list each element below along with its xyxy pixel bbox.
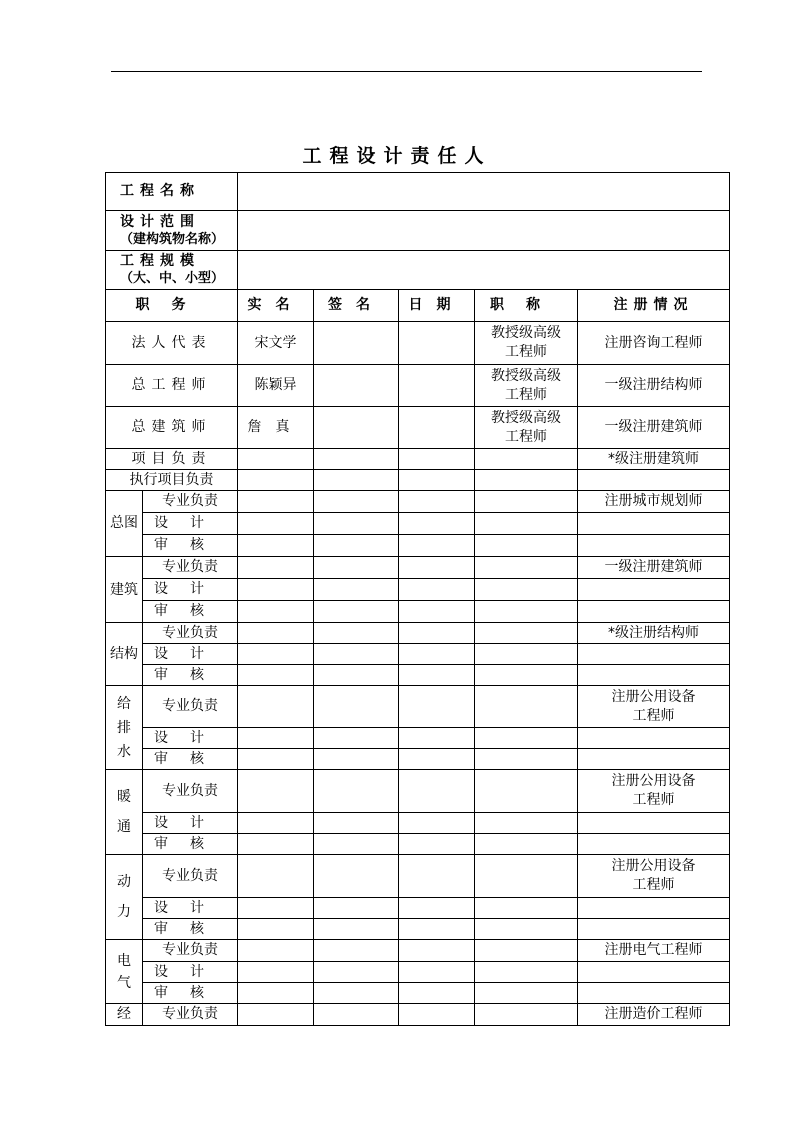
reg-cell: 注册电气工程师 <box>578 940 730 962</box>
sub-role-cell: 审核 <box>143 601 238 623</box>
reg-cell[interactable] <box>578 813 730 834</box>
title-cell[interactable] <box>475 470 578 491</box>
table-row <box>106 898 730 919</box>
title-cell[interactable] <box>475 855 578 898</box>
signature-cell[interactable] <box>314 919 399 940</box>
reg-cell[interactable] <box>578 665 730 686</box>
sub-role-cell: 审核 <box>143 535 238 557</box>
name-cell[interactable] <box>238 813 314 834</box>
table-row <box>106 579 730 601</box>
date-cell[interactable] <box>399 728 475 749</box>
info-row-design-scope <box>106 211 730 251</box>
reg-cell[interactable] <box>578 962 730 983</box>
title-cell: 教授级高级 工程师 <box>475 365 578 407</box>
signature-cell[interactable] <box>314 728 399 749</box>
signature-cell[interactable] <box>314 855 399 898</box>
sub-role-cell: 专业负责 <box>143 940 238 962</box>
role-cell: 法人代表 <box>106 322 238 365</box>
title-cell[interactable] <box>475 449 578 470</box>
signature-cell[interactable] <box>314 535 399 557</box>
title-cell[interactable] <box>475 557 578 579</box>
name-cell: 宋文学 <box>238 322 314 365</box>
sub-role-cell: 设计 <box>143 579 238 601</box>
name-cell[interactable] <box>238 557 314 579</box>
sub-role-cell: 审核 <box>143 749 238 770</box>
table-row <box>106 855 730 898</box>
info-label: 设计范围 （建构筑物名称） <box>106 211 238 251</box>
info-value[interactable] <box>238 251 730 290</box>
sub-role-cell: 专业负责 <box>143 770 238 813</box>
table-row <box>106 365 730 407</box>
reg-cell[interactable] <box>578 535 730 557</box>
sub-role-cell: 专业负责 <box>143 623 238 644</box>
name-cell[interactable] <box>238 749 314 770</box>
reg-cell[interactable] <box>578 919 730 940</box>
title-cell[interactable] <box>475 686 578 728</box>
name-cell[interactable] <box>238 665 314 686</box>
table-row <box>106 983 730 1004</box>
signature-cell[interactable] <box>314 557 399 579</box>
date-cell[interactable] <box>399 749 475 770</box>
name-cell[interactable] <box>238 855 314 898</box>
reg-cell[interactable] <box>578 579 730 601</box>
signature-cell[interactable] <box>314 813 399 834</box>
sub-role-cell: 设计 <box>143 728 238 749</box>
discipline-cell: 结构 <box>106 623 143 686</box>
signature-cell[interactable] <box>314 579 399 601</box>
signature-cell[interactable] <box>314 513 399 535</box>
title-cell[interactable] <box>475 962 578 983</box>
discipline-cell: 暖通 <box>106 770 143 855</box>
table-row <box>106 513 730 535</box>
title-cell[interactable] <box>475 491 578 513</box>
title-cell[interactable] <box>475 813 578 834</box>
name-cell[interactable] <box>238 728 314 749</box>
signature-cell[interactable] <box>314 962 399 983</box>
name-cell[interactable] <box>238 834 314 855</box>
name-cell[interactable] <box>238 535 314 557</box>
date-cell[interactable] <box>399 491 475 513</box>
table-row <box>106 1004 730 1026</box>
date-cell[interactable] <box>399 449 475 470</box>
column-header: 注册情况 <box>578 290 730 322</box>
title-cell[interactable] <box>475 983 578 1004</box>
signature-cell[interactable] <box>314 449 399 470</box>
signature-cell[interactable] <box>314 983 399 1004</box>
table-row <box>106 491 730 513</box>
title-cell[interactable] <box>475 919 578 940</box>
column-header: 职称 <box>475 290 578 322</box>
date-cell[interactable] <box>399 535 475 557</box>
column-header: 实名 <box>238 290 314 322</box>
column-header: 职务 <box>106 290 238 322</box>
title-cell[interactable] <box>475 770 578 813</box>
name-cell[interactable] <box>238 962 314 983</box>
document-title: 工程设计责任人 <box>302 145 492 167</box>
table-row <box>106 728 730 749</box>
reg-cell[interactable] <box>578 898 730 919</box>
title-cell[interactable] <box>475 644 578 665</box>
date-cell[interactable] <box>399 513 475 535</box>
title-cell[interactable] <box>475 940 578 962</box>
reg-cell[interactable] <box>578 834 730 855</box>
sub-role-cell: 专业负责 <box>143 491 238 513</box>
reg-cell[interactable] <box>578 749 730 770</box>
signature-cell[interactable] <box>314 470 399 491</box>
title-cell[interactable] <box>475 535 578 557</box>
table-row <box>106 665 730 686</box>
table-row <box>106 470 730 491</box>
reg-cell: 一级注册结构师 <box>578 365 730 407</box>
date-cell[interactable] <box>399 1004 475 1026</box>
info-value[interactable] <box>238 173 730 211</box>
date-cell[interactable] <box>399 770 475 813</box>
signature-cell[interactable] <box>314 644 399 665</box>
date-cell[interactable] <box>399 644 475 665</box>
reg-cell: 注册造价工程师 <box>578 1004 730 1026</box>
discipline-cell: 经 <box>106 1004 143 1026</box>
date-cell[interactable] <box>399 579 475 601</box>
discipline-cell: 给排水 <box>106 686 143 770</box>
title-cell[interactable] <box>475 601 578 623</box>
sub-role-cell: 专业负责 <box>143 855 238 898</box>
table-row <box>106 834 730 855</box>
sub-role-cell: 设计 <box>143 813 238 834</box>
table-row <box>106 407 730 449</box>
title-cell[interactable] <box>475 1004 578 1026</box>
table-row <box>106 686 730 728</box>
reg-cell: 注册城市规划师 <box>578 491 730 513</box>
date-cell[interactable] <box>399 919 475 940</box>
header-rule <box>111 71 702 72</box>
table-row <box>106 919 730 940</box>
date-cell[interactable] <box>399 407 475 449</box>
name-cell[interactable] <box>238 898 314 919</box>
discipline-cell: 电气 <box>106 940 143 1004</box>
title-cell[interactable] <box>475 834 578 855</box>
date-cell[interactable] <box>399 665 475 686</box>
title-cell[interactable] <box>475 513 578 535</box>
column-header-row <box>106 290 730 322</box>
name-cell[interactable] <box>238 491 314 513</box>
reg-cell: 注册咨询工程师 <box>578 322 730 365</box>
sub-role-cell: 设计 <box>143 898 238 919</box>
name-cell: 詹真 <box>238 407 314 449</box>
title-cell[interactable] <box>475 749 578 770</box>
title-cell: 教授级高级 工程师 <box>475 322 578 365</box>
role-cell: 执行项目负责 <box>106 470 238 491</box>
reg-cell: 注册公用设备 工程师 <box>578 770 730 813</box>
signature-cell[interactable] <box>314 407 399 449</box>
table-row <box>106 601 730 623</box>
sub-role-cell: 设计 <box>143 962 238 983</box>
reg-cell[interactable] <box>578 983 730 1004</box>
role-cell: 总建筑师 <box>106 407 238 449</box>
reg-cell: *级注册结构师 <box>578 623 730 644</box>
title-cell: 教授级高级 工程师 <box>475 407 578 449</box>
signature-cell[interactable] <box>314 940 399 962</box>
date-cell[interactable] <box>399 365 475 407</box>
title-cell[interactable] <box>475 665 578 686</box>
reg-cell[interactable] <box>578 513 730 535</box>
column-header: 签名 <box>314 290 399 322</box>
name-cell[interactable] <box>238 601 314 623</box>
table-row <box>106 749 730 770</box>
info-value[interactable] <box>238 211 730 251</box>
name-cell[interactable] <box>238 579 314 601</box>
signature-cell[interactable] <box>314 322 399 365</box>
discipline-cell: 动力 <box>106 855 143 940</box>
reg-cell: 一级注册建筑师 <box>578 407 730 449</box>
date-cell[interactable] <box>399 983 475 1004</box>
signature-cell[interactable] <box>314 686 399 728</box>
table-row <box>106 535 730 557</box>
reg-cell[interactable] <box>578 470 730 491</box>
table-row <box>106 644 730 665</box>
date-cell[interactable] <box>399 601 475 623</box>
reg-cell[interactable] <box>578 601 730 623</box>
name-cell[interactable] <box>238 623 314 644</box>
sub-role-cell: 设计 <box>143 644 238 665</box>
reg-cell: 注册公用设备 工程师 <box>578 855 730 898</box>
date-cell[interactable] <box>399 557 475 579</box>
signature-cell[interactable] <box>314 623 399 644</box>
sub-role-cell: 审核 <box>143 834 238 855</box>
title-cell[interactable] <box>475 728 578 749</box>
date-cell[interactable] <box>399 834 475 855</box>
reg-cell[interactable] <box>578 728 730 749</box>
table-row <box>106 940 730 962</box>
column-header: 日期 <box>399 290 475 322</box>
date-cell[interactable] <box>399 623 475 644</box>
table-row <box>106 813 730 834</box>
role-cell: 项目负责 <box>106 449 238 470</box>
name-cell[interactable] <box>238 513 314 535</box>
sub-role-cell: 审核 <box>143 665 238 686</box>
signature-cell[interactable] <box>314 491 399 513</box>
table-row <box>106 557 730 579</box>
name-cell[interactable] <box>238 644 314 665</box>
signature-cell[interactable] <box>314 749 399 770</box>
reg-cell: 一级注册建筑师 <box>578 557 730 579</box>
name-cell: 陈颖异 <box>238 365 314 407</box>
name-cell[interactable] <box>238 449 314 470</box>
sub-role-cell: 专业负责 <box>143 1004 238 1026</box>
signature-cell[interactable] <box>314 834 399 855</box>
table-row <box>106 770 730 813</box>
name-cell[interactable] <box>238 1004 314 1026</box>
signature-cell[interactable] <box>314 665 399 686</box>
info-row-project-scale <box>106 251 730 290</box>
discipline-cell: 总图 <box>106 491 143 557</box>
date-cell[interactable] <box>399 898 475 919</box>
info-row-project-name <box>106 173 730 211</box>
date-cell[interactable] <box>399 962 475 983</box>
table-row <box>106 623 730 644</box>
responsibility-table <box>105 172 730 1026</box>
reg-cell[interactable] <box>578 644 730 665</box>
table-row <box>106 449 730 470</box>
reg-cell: *级注册建筑师 <box>578 449 730 470</box>
reg-cell: 注册公用设备 工程师 <box>578 686 730 728</box>
info-label: 工程名称 <box>106 173 238 211</box>
discipline-cell: 建筑 <box>106 557 143 623</box>
table-row <box>106 322 730 365</box>
sub-role-cell: 审核 <box>143 919 238 940</box>
date-cell[interactable] <box>399 855 475 898</box>
name-cell[interactable] <box>238 770 314 813</box>
sub-role-cell: 专业负责 <box>143 557 238 579</box>
date-cell[interactable] <box>399 813 475 834</box>
info-label: 工程规模 （大、中、小型） <box>106 251 238 290</box>
date-cell[interactable] <box>399 940 475 962</box>
sub-role-cell: 审核 <box>143 983 238 1004</box>
signature-cell[interactable] <box>314 365 399 407</box>
date-cell[interactable] <box>399 470 475 491</box>
name-cell[interactable] <box>238 686 314 728</box>
signature-cell[interactable] <box>314 1004 399 1026</box>
name-cell[interactable] <box>238 919 314 940</box>
signature-cell[interactable] <box>314 770 399 813</box>
signature-cell[interactable] <box>314 601 399 623</box>
name-cell[interactable] <box>238 983 314 1004</box>
sub-role-cell: 设计 <box>143 513 238 535</box>
role-cell: 总工程师 <box>106 365 238 407</box>
title-cell[interactable] <box>475 898 578 919</box>
title-cell[interactable] <box>475 579 578 601</box>
name-cell[interactable] <box>238 940 314 962</box>
date-cell[interactable] <box>399 322 475 365</box>
date-cell[interactable] <box>399 686 475 728</box>
sub-role-cell: 专业负责 <box>143 686 238 728</box>
title-cell[interactable] <box>475 623 578 644</box>
table-row <box>106 962 730 983</box>
name-cell[interactable] <box>238 470 314 491</box>
signature-cell[interactable] <box>314 898 399 919</box>
